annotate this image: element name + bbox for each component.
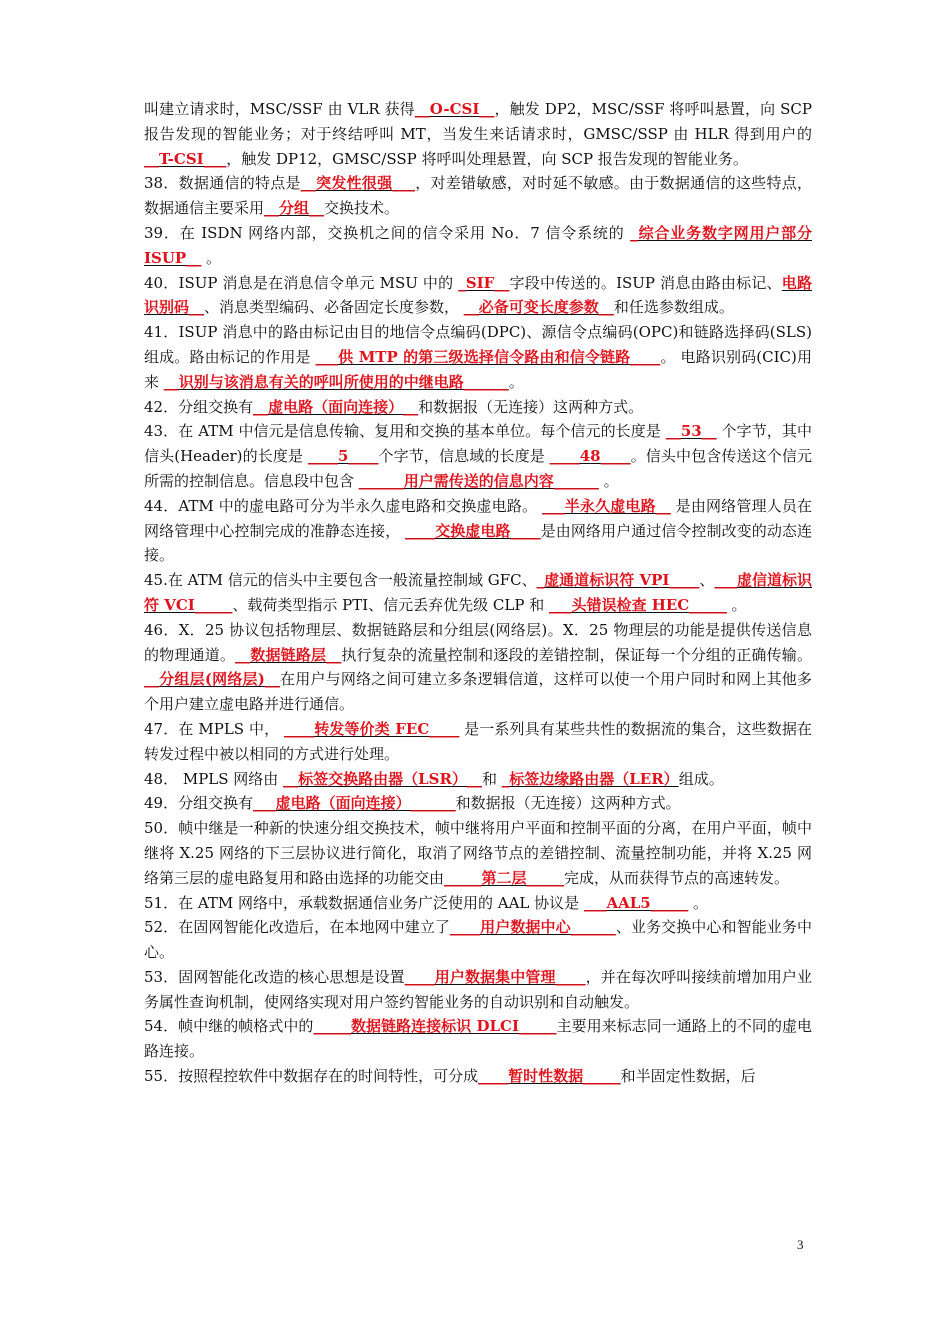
answer-text: ____48____ [549,447,631,466]
answer-text: ___虚电路（面向连接）______ [253,794,456,813]
question-list [144,97,812,1089]
question-text: 是一系列具有某些共性的数据流的集合，这些数据在转发过程中被以相同的方式进行处理。 [144,719,812,763]
answer-text: __T-CSI___ [144,149,227,168]
question-text: 、 [699,571,715,590]
question-paragraph [144,767,812,792]
question-text: 叫建立请求时，MSC/SSF 由 VLR 获得 [144,100,415,118]
answer-text: ____转发等价类 FEC____ [284,719,460,738]
question-text: 。 [598,471,619,490]
question-text: 、业务交换中心和智能业务中心。 [144,918,812,962]
question-text: 交换技术。 [324,199,400,218]
question-paragraph [144,171,812,221]
answer-text: __虚电路（面向连接）__ [253,397,419,416]
answer-text: ____用户数据中心______ [450,918,616,937]
answer-text: ___供 MTP 的第三级选择信令路由和信令链路____ [315,347,661,366]
question-text: 组成。 [678,769,724,788]
question-paragraph [144,915,812,965]
question-paragraph [144,816,812,890]
question-paragraph [144,891,812,916]
answer-text: _SIF__ [458,273,510,292]
question-text: 44．ATM 中的虚电路可分为半永久虚电路和交换虚电路。 [144,496,543,515]
answer-text: __O-CSI__ [414,100,495,118]
question-text: ，对差错敏感，对时延不敏感。由于数据通信的这些特点，数据通信主要采用 [144,174,812,218]
question-paragraph [144,1064,812,1089]
question-text: 主要用来标志同一通路上的不同的虚电路连接。 [144,1017,813,1061]
question-paragraph [144,395,812,420]
question-text: 。 [201,248,221,267]
question-text: ，触发 DP12，GMSC/SSP 将呼叫处理悬置，向 SCP 报告发现的智能业务。 [226,149,748,168]
question-paragraph [144,320,812,394]
question-text: 个字节，其中信头(Header)的长度是 [144,422,812,466]
question-paragraph [144,618,812,717]
question-text: ，并在每次呼叫接续前增加用户业务属性查询机制，使网络实现对用户签约智能业务的自动识别和自动触发。 [144,967,812,1011]
question-text: 、载荷类型指示 PTI、信元丢弃优先级 CLP 和 [232,595,549,614]
question-text: 48． MPLS 网络由 [144,769,284,788]
question-text: 完成，从而获得节点的高速转发。 [564,868,790,887]
question-text: 41．ISUP 消息中的路由标记由目的地信令点编码(DPC)、源信令点编码(OPC)和链路选择码(SLS)组成。路由标记的作用是 [144,323,812,366]
question-text: 。 电路识别码(CIC)用来 [144,347,812,391]
question-paragraph [144,221,812,271]
question-text: 和数据报（无连接）这两种方式。 [455,794,681,813]
question-text: 和任选参数组成。 [613,298,734,317]
answer-text: __53__ [665,422,717,441]
answer-text: __识别与该消息有关的呼叫所使用的中继电路______ [163,372,509,391]
question-text: 43．在 ATM 中信元是信息传输、复用和交换的基本单位。每个信元的长度是 [144,422,666,441]
answer-text: _____数据链路连接标识 DLCI_____ [313,1017,557,1036]
question-text: 个字节，信息域的长度是 [378,447,550,466]
question-text: 执行复杂的流量控制和逐段的差错控制，保证每一个分组的正确传输。 [341,645,812,664]
answer-text: ______用户需传送的信息内容______ [358,471,599,490]
question-text: 40．ISUP 消息是在消息信令单元 MSU 中的 [144,273,459,292]
question-text: 是由网络管理人员在网络管理中心控制完成的准静态连接， [144,496,812,540]
answer-text: ___半永久虚电路__ [542,496,671,515]
question-paragraph [144,717,812,767]
question-text: ，触发 DP2，MSC/SSF 将呼叫悬置，向 SCP 报告发现的智能业务；对于终结呼叫 MT，当发生来话请求时，GMSC/SSP 由 HLR 得到用户的 [144,100,812,143]
answer-text: _____第二层_____ [444,868,565,887]
question-text: 47．在 MPLS 中， [144,719,285,738]
answer-text: __标签交换路由器（LSR）__ [283,769,482,788]
question-text: 38．数据通信的特点是 [144,174,301,193]
answer-text: __数据链路层__ [235,645,342,664]
question-paragraph [144,791,812,816]
answer-text: ___虚信道标识符 VCI_____ [144,571,812,614]
answer-text: ____交换虚电路____ [405,521,541,540]
question-text: 、消息类型编码、必备固定长度参数， [204,298,464,317]
question-text: 49．分组交换有 [144,794,254,813]
answer-text: __分组层(网络层)__ [144,670,280,689]
answer-text: ____暂时性数据_____ [478,1067,621,1086]
answer-text: __分组__ [264,199,325,218]
question-text: 和 [481,769,502,788]
question-text: 52．在固网智能化改造后，在本地网中建立了 [144,918,451,937]
question-text: 51．在 ATM 网络中，承载数据通信业务广泛使用的 AAL 协议是 [144,893,584,912]
answer-text: _综合业务数字网用户部分 ISUP__ [144,223,812,267]
question-text: 和半固定性数据，后 [620,1067,756,1086]
answer-text: ___AAL5_____ [583,893,689,912]
question-text: 39．在 ISDN 网络内部，交换机之间的信令采用 No．7 信令系统的 [144,223,631,242]
question-text: 55．按照程控软件中数据存在的时间特性，可分成 [144,1067,479,1086]
answer-text: _标签边缘路由器（LER） [501,769,679,788]
question-paragraph [144,97,812,171]
question-text: 在用户与网络之间可建立多条逻辑信道，这样可以使一个用户同时和网上其他多个用户建立虚电路并进行通信。 [144,670,812,714]
question-paragraph [144,494,812,568]
answer-text: ____用户数据集中管理____ [404,967,586,986]
question-paragraph [144,965,812,1015]
question-paragraph [144,568,812,618]
question-text: 字段中传送的。ISUP 消息由路由标记、 [509,273,782,292]
answer-text: __必备可变长度参数__ [463,298,614,317]
answer-text: 电路识别码__ [144,273,812,317]
question-text: 。 [688,893,708,912]
page-number: 3 [797,1237,804,1252]
answer-text: ____5____ [307,447,379,466]
question-text: 。 [726,595,747,614]
question-text: 54．帧中继的帧格式中的 [144,1017,314,1036]
question-text: 45.在 ATM 信元的信头中主要包含一般流量控制域 GFC、 [144,571,537,590]
question-text: 50．帧中继是一种新的快速分组交换技术，帧中继将用户平面和控制平面的分离，在用户平面，帧中继将 X.25 网络的下三层协议进行简化，取消了网络节点的差错控制、流量控制功能，并将 X.25 网络第三层的虚电路复用和路由选择的功能交由 [144,819,812,887]
answer-text: _虚通道标识符 VPI____ [536,571,700,590]
question-paragraph [144,419,812,493]
question-text: 42．分组交换有 [144,397,254,416]
question-paragraph [144,271,812,321]
question-text: 和数据报（无连接）这两种方式。 [418,397,644,416]
answer-text: __突发性很强___ [300,174,415,193]
question-text: 。 [508,372,524,391]
question-text: 46．X．25 协议包括物理层、数据链路层和分组层(网络层)。X．25 物理层的功能是提供传送信息的物理通道。 [144,620,812,664]
question-text: 。信头中包含传送这个信元所需的控制信息。信息段中包含 [144,447,812,490]
question-paragraph [144,1014,812,1064]
question-text: 是由网络用户通过信令控制改变的动态连接。 [144,521,812,565]
question-text: 53．固网智能化改造的核心思想是设置 [144,967,405,986]
answer-text: ___头错误检查 HEC_____ [548,595,727,614]
